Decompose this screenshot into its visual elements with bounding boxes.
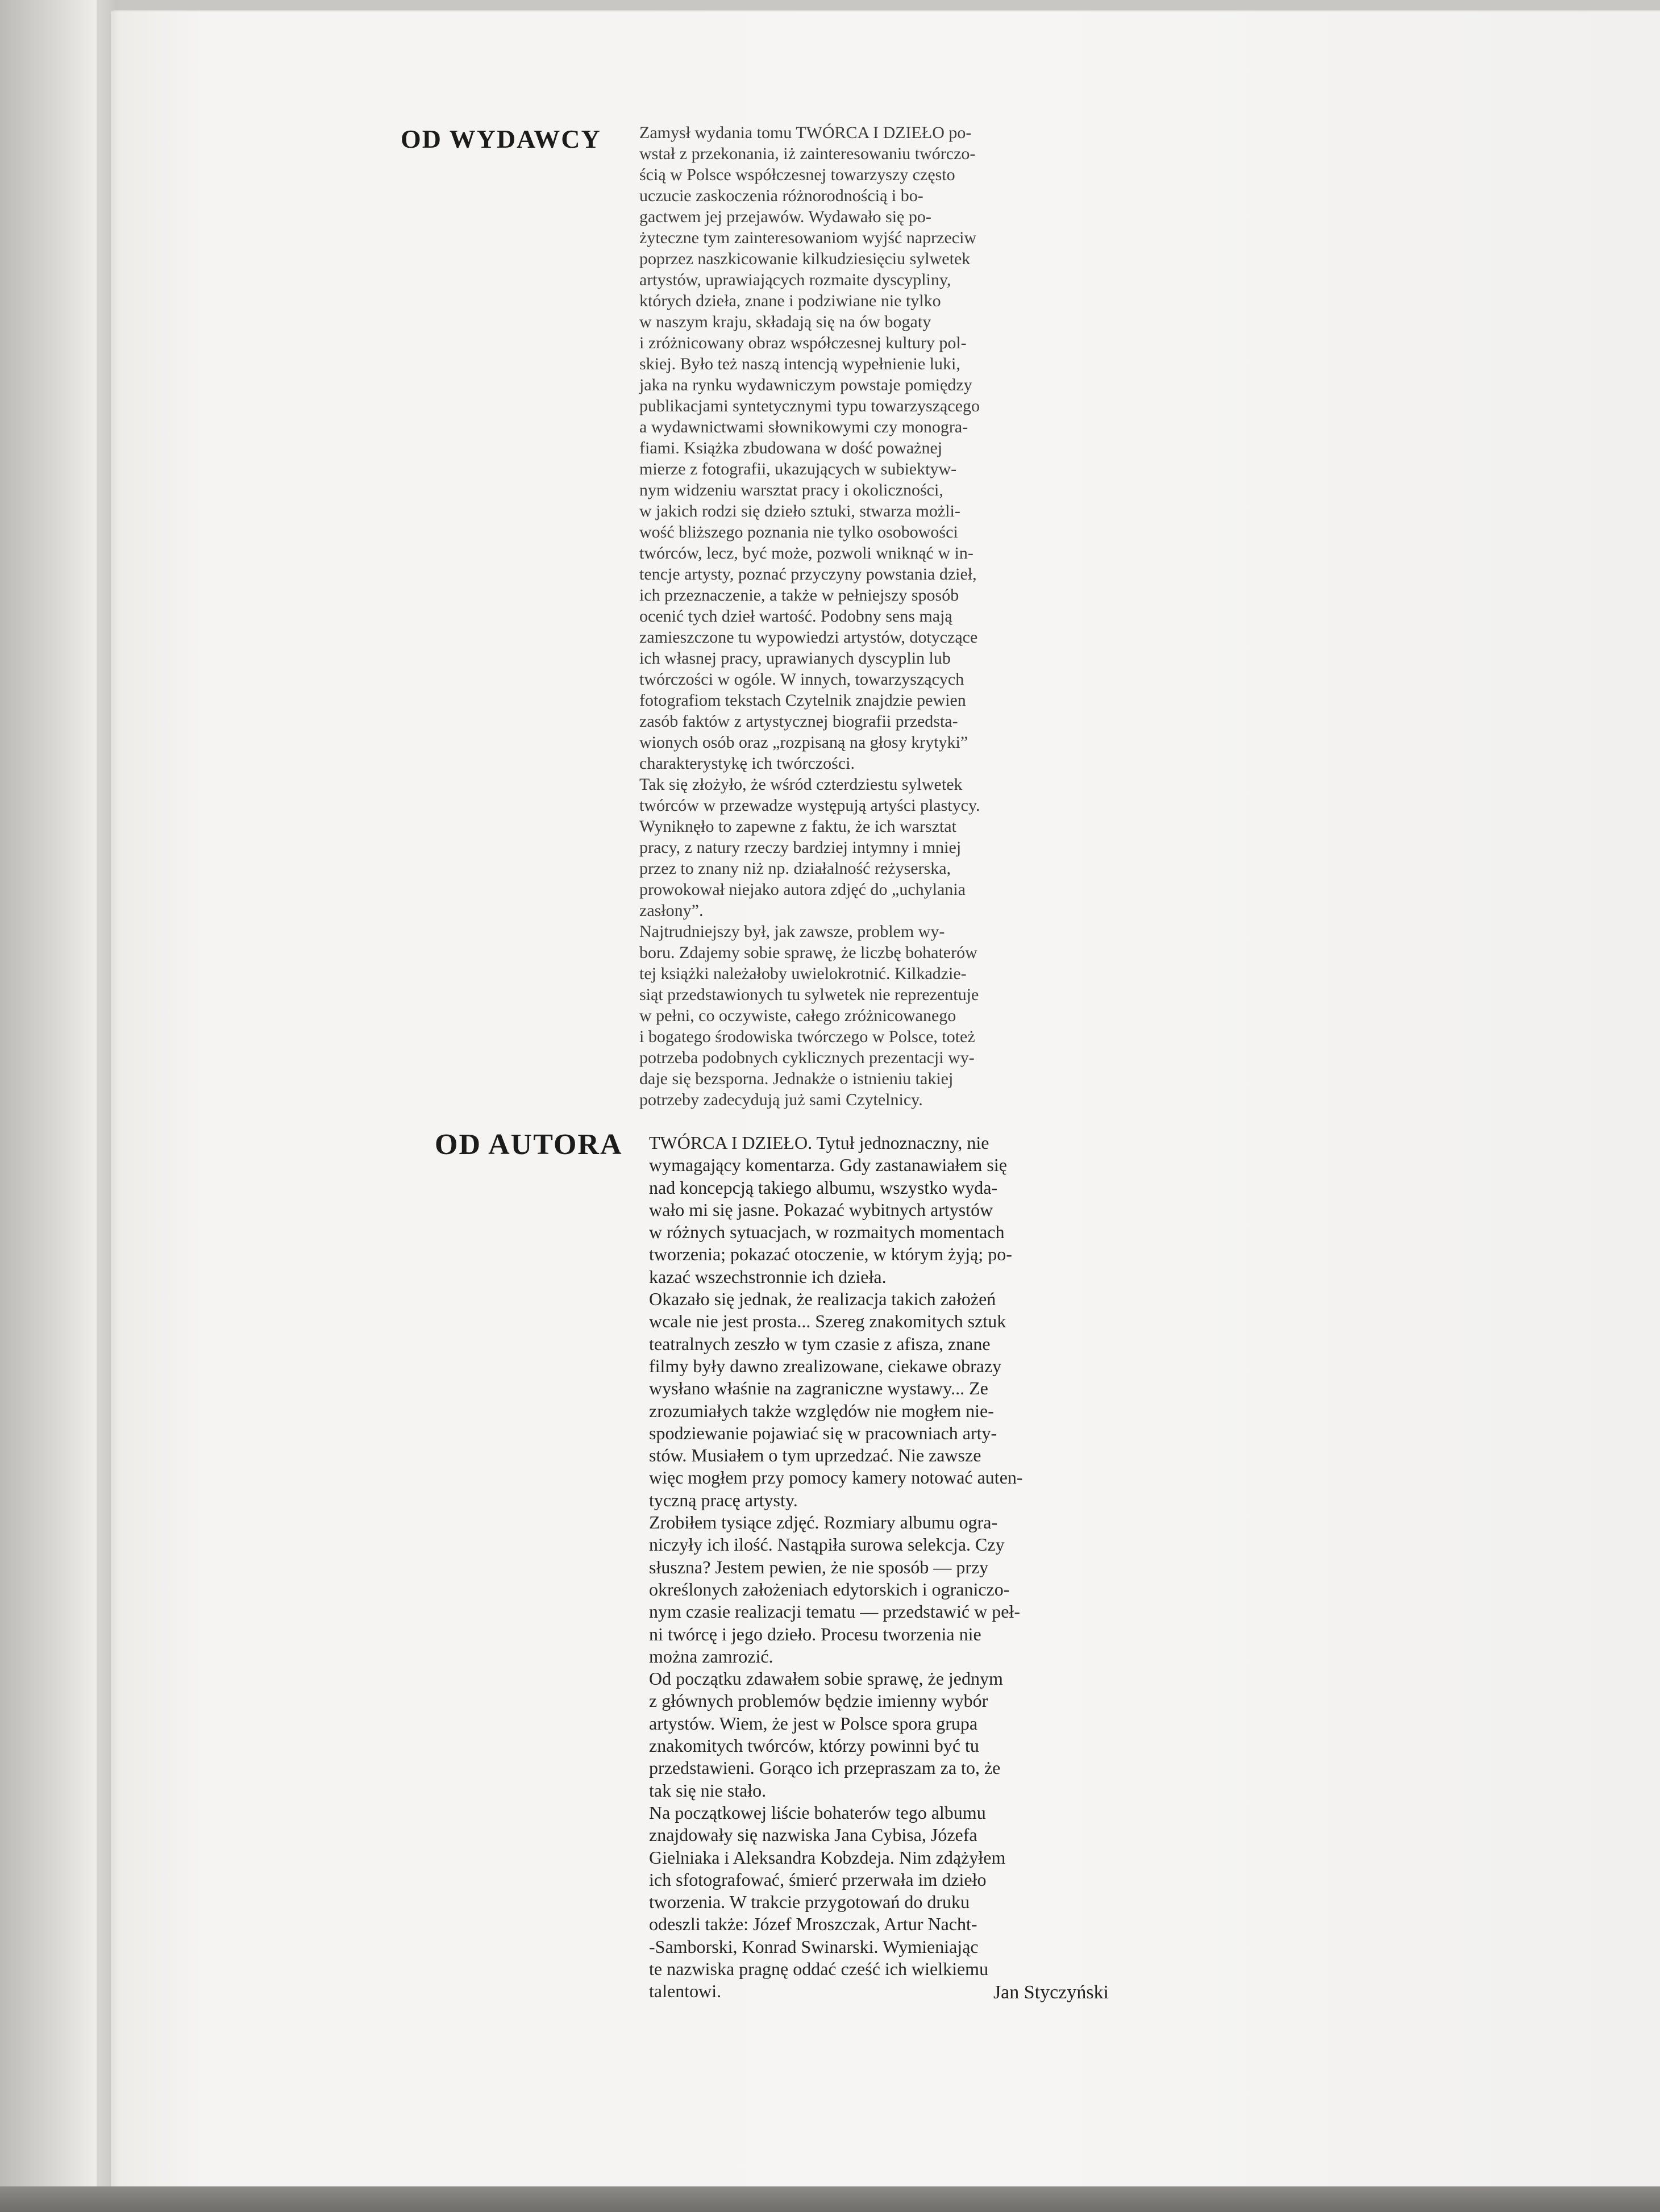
- text-line: można zamrozić.: [649, 1646, 773, 1667]
- text-line: tencje artysty, poznać przyczyny powstania dzieł,: [639, 565, 977, 584]
- text-line: i bogatego środowiska twórczego w Polsce, toteż: [639, 1027, 975, 1046]
- text-line: odeszli także: Józef Mroszczak, Artur Nacht-: [649, 1914, 977, 1935]
- text-line: w pełni, co oczywiste, całego zróżnicowanego: [639, 1006, 956, 1025]
- text-line: z głównych problemów będzie imienny wybór: [649, 1690, 988, 1711]
- text-line: niczyły ich ilość. Nastąpiła surowa selekcja. Czy: [649, 1534, 1005, 1555]
- text-line: -Samborski, Konrad Swinarski. Wymieniając: [649, 1936, 979, 1957]
- text-line: znakomitych twórców, którzy powinni być tu: [649, 1735, 979, 1756]
- publisher-note-heading: OD WYDAWCY: [401, 124, 601, 153]
- text-line: skiej. Było też naszą intencją wypełnienie luki,: [639, 355, 960, 373]
- text-line: ocenić tych dzieł wartość. Podobny sens mają: [639, 607, 952, 626]
- text-line: a wydawnictwami słownikowymi czy monogra-: [639, 418, 968, 436]
- text-line: pracy, z natury rzeczy bardziej intymny i mniej: [639, 838, 962, 857]
- text-line: wysłano właśnie na zagraniczne wystawy... Ze: [649, 1378, 988, 1399]
- text-line: charakterystykę ich twórczości.: [639, 754, 855, 773]
- text-line: poprzez naszkicowanie kilkudziesięciu sylwetek: [639, 249, 971, 268]
- book-gutter-shadow: [97, 0, 119, 2212]
- text-line: nym widzeniu warsztat pracy i okoliczności,: [639, 481, 943, 499]
- page-bottom-edge: [0, 2186, 1660, 2212]
- text-line: daje się bezsporna. Jednakże o istnieniu takiej: [639, 1069, 954, 1088]
- text-line: fiami. Książka zbudowana w dość poważnej: [639, 439, 943, 457]
- text-line: potrzeby zadecydują już sami Czytelnicy.: [639, 1090, 923, 1109]
- text-line: twórczości w ogóle. W innych, towarzyszących: [639, 670, 964, 689]
- text-line: wość bliższego poznania nie tylko osobowości: [639, 523, 958, 541]
- text-line: zasób faktów z artystycznej biografii przedsta-: [639, 712, 958, 731]
- text-line: więc mogłem przy pomocy kamery notować auten-: [649, 1467, 1023, 1488]
- text-line: wionych osób oraz „rozpisaną na głosy krytyki”: [639, 733, 968, 752]
- text-line: wstał z przekonania, iż zainteresowaniu twórczo-: [639, 144, 976, 163]
- text-line: stów. Musiałem o tym uprzedzać. Nie zawsze: [649, 1445, 981, 1466]
- text-line: fotografiom tekstach Czytelnik znajdzie pewien: [639, 691, 966, 710]
- text-line: mierze z fotografii, ukazujących w subiektyw-: [639, 460, 957, 478]
- text-line: wymagający komentarza. Gdy zastanawiałem się: [649, 1155, 1007, 1176]
- text-line: Okazało się jednak, że realizacja takich założeń: [649, 1289, 996, 1310]
- text-line: TWÓRCA I DZIEŁO. Tytuł jednoznaczny, nie: [649, 1132, 989, 1153]
- text-line: gactwem jej przejawów. Wydawało się po-: [639, 207, 931, 226]
- text-line: filmy były dawno zrealizowane, ciekawe obrazy: [649, 1355, 1002, 1376]
- text-line: przez to znany niż np. działalność reżyserska,: [639, 859, 951, 878]
- text-line: nym czasie realizacji tematu — przedstawić w peł-: [649, 1601, 1021, 1622]
- text-line: kazać wszechstronnie ich dzieła.: [649, 1266, 887, 1287]
- text-line: Na początkowej liście bohaterów tego albumu: [649, 1802, 986, 1823]
- text-line: spodziewanie pojawiać się w pracowniach arty-: [649, 1422, 997, 1443]
- text-line: prowokował niejako autora zdjęć do „uchylania: [639, 880, 966, 899]
- text-line: tak się nie stało.: [649, 1780, 767, 1801]
- text-line: słuszna? Jestem pewien, że nie sposób — przy: [649, 1556, 989, 1577]
- text-line: wcale nie jest prosta... Szereg znakomitych sztuk: [649, 1311, 1006, 1332]
- text-line: tworzenia; pokazać otoczenie, w którym żyją; po-: [649, 1244, 1012, 1265]
- text-line: zasłony”.: [639, 901, 704, 920]
- text-line: publikacjami syntetycznymi typu towarzyszącego: [639, 397, 980, 415]
- text-line: Gielniaka i Aleksandra Kobzdeja. Nim zdążyłem: [649, 1847, 1006, 1868]
- text-line: zrozumiałych także względów nie mogłem nie-: [649, 1400, 994, 1421]
- text-line: twórców w przewadze występują artyści plastycy.: [639, 796, 980, 815]
- text-line: ich własnej pracy, uprawianych dyscyplin lub: [639, 649, 951, 668]
- text-line: ni twórcę i jego dzieło. Procesu tworzenia nie: [649, 1623, 981, 1644]
- publisher-note-text: [639, 122, 980, 1110]
- text-line: tyczną pracę artysty.: [649, 1489, 798, 1510]
- text-line: ich sfotografować, śmierć przerwała im dzieło: [649, 1869, 987, 1890]
- text-line: ścią w Polsce współczesnej towarzyszy często: [639, 165, 955, 184]
- text-line: Wyniknęło to zapewne z faktu, że ich warsztat: [639, 817, 956, 836]
- text-line: Najtrudniejszy był, jak zawsze, problem wy-: [639, 922, 945, 941]
- text-line: w różnych sytuacjach, w rozmaitych momentach: [649, 1222, 1005, 1243]
- text-line: uczucie zaskoczenia różnorodnością i bo-: [639, 186, 923, 205]
- text-line: ich przeznaczenie, a także w pełniejszy sposób: [639, 586, 959, 605]
- text-line: przedstawieni. Gorąco ich przepraszam za to, że: [649, 1757, 1001, 1778]
- text-line: w jakich rodzi się dzieło sztuki, stwarza możli-: [639, 502, 960, 520]
- text-line: których dzieła, znane i podziwiane nie tylko: [639, 291, 941, 310]
- text-line: żyteczne tym zainteresowaniom wyjść naprzeciw: [639, 228, 977, 247]
- text-line: tej książki należałoby uwielokrotnić. Kilkadzie-: [639, 964, 967, 983]
- text-line: jaka na rynku wydawniczym powstaje pomiędzy: [639, 376, 972, 394]
- text-line: nad koncepcją takiego albumu, wszystko wyda-: [649, 1177, 998, 1198]
- text-line: talentowi.: [649, 1981, 722, 2002]
- text-line: Od początku zdawałem sobie sprawę, że jednym: [649, 1668, 1003, 1689]
- text-line: Tak się złożyło, że wśród czterdziestu sylwetek: [639, 775, 963, 794]
- text-line: twórców, lecz, być może, pozwoli wniknąć w in-: [639, 544, 973, 563]
- text-line: określonych założeniach edytorskich i ograniczo-: [649, 1578, 1010, 1599]
- text-line: potrzeba podobnych cyklicznych prezentacji wy-: [639, 1048, 975, 1067]
- text-line: i zróżnicowany obraz współczesnej kultury pol-: [639, 334, 967, 352]
- text-line: artystów. Wiem, że jest w Polsce spora grupa: [649, 1713, 978, 1734]
- text-line: tworzenia. W trakcie przygotowań do druku: [649, 1892, 970, 1913]
- text-line: w naszym kraju, składają się na ów bogaty: [639, 313, 931, 331]
- text-line: siąt przedstawionych tu sylwetek nie reprezentuje: [639, 985, 979, 1004]
- author-signature: Jan Styczyński: [993, 1982, 1109, 2003]
- text-line: boru. Zdajemy sobie sprawę, że liczbę bohaterów: [639, 943, 977, 962]
- text-line: zamieszczone tu wypowiedzi artystów, dotyczące: [639, 628, 978, 647]
- author-note-text: [649, 1132, 1023, 2003]
- text-line: te nazwiska pragnę oddać cześć ich wielkiemu: [649, 1958, 989, 1979]
- text-line: artystów, uprawiających rozmaite dyscypliny,: [639, 270, 951, 289]
- text-line: teatralnych zeszło w tym czasie z afisza, znane: [649, 1333, 991, 1354]
- text-line: znajdowały się nazwiska Jana Cybisa, Józefa: [649, 1824, 977, 1846]
- author-note-heading: OD AUTORA: [435, 1128, 623, 1161]
- text-line: Zamysł wydania tomu TWÓRCA I DZIEŁO po-: [639, 123, 972, 142]
- text-line: wało mi się jasne. Pokazać wybitnych artystów: [649, 1199, 993, 1220]
- text-line: Zrobiłem tysiące zdjęć. Rozmiary albumu ogra-: [649, 1512, 998, 1533]
